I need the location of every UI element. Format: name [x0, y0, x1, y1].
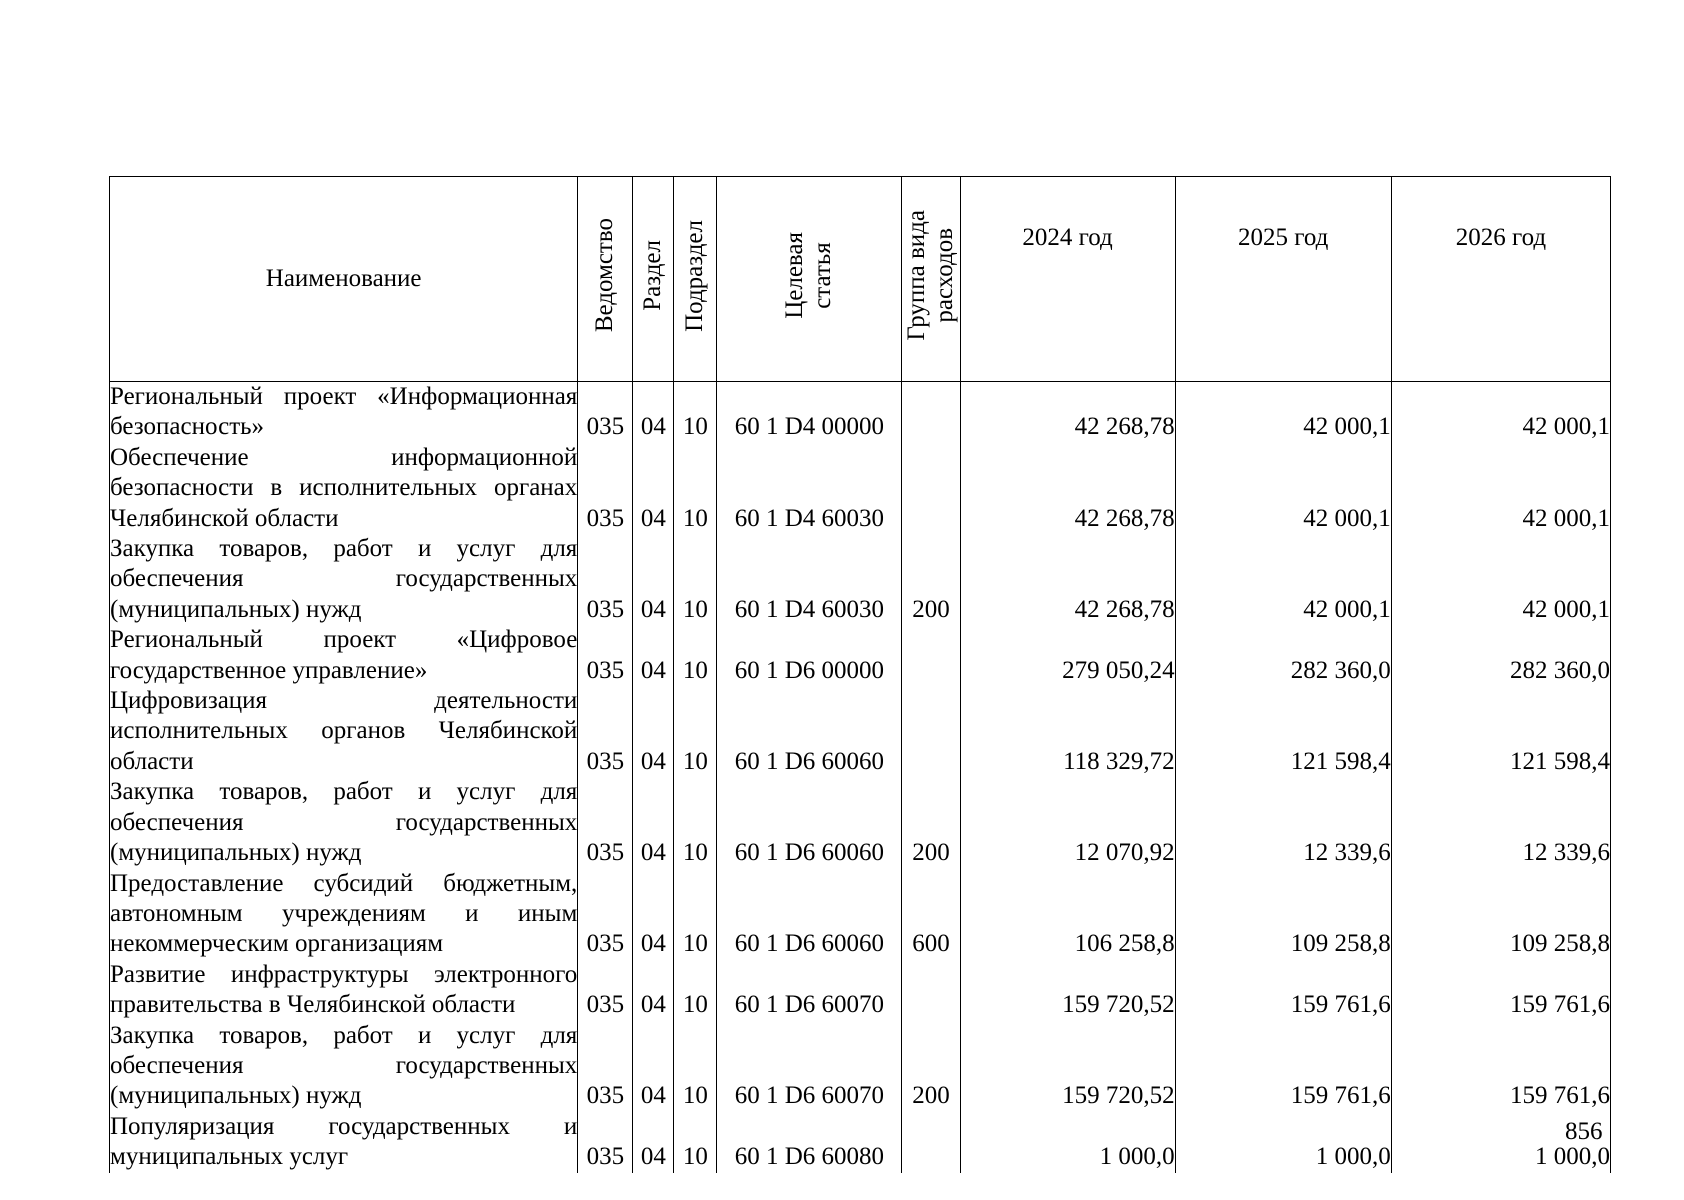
row-name: Цифровизация деятельности исполнительных органов Челябинской области	[110, 686, 578, 777]
row-vedomstvo: 035	[578, 443, 633, 534]
header-razdel	[633, 177, 674, 382]
row-target: 60 1 D6 00000	[717, 625, 902, 686]
table-row	[110, 777, 1611, 868]
row-group	[902, 686, 960, 777]
row-podrazdel: 10	[674, 777, 717, 868]
table-row	[110, 869, 1611, 960]
row-2025: 42 000,1	[1175, 443, 1391, 534]
row-2026: 109 258,8	[1391, 869, 1610, 960]
row-target: 60 1 D6 60060	[717, 686, 902, 777]
row-group: 200	[902, 534, 960, 625]
header-2024: 2024 год	[960, 177, 1175, 382]
row-razdel: 04	[633, 777, 674, 868]
row-2026: 42 000,1	[1391, 534, 1610, 625]
row-name: Региональный проект «Информационная безопасность»	[110, 382, 578, 443]
header-row	[110, 177, 1611, 382]
row-target: 60 1 D6 60060	[717, 869, 902, 960]
row-target: 60 1 D6 60080	[717, 1112, 902, 1173]
row-vedomstvo: 035	[578, 1021, 633, 1112]
row-2026: 42 000,1	[1391, 382, 1610, 443]
row-name: Региональный проект «Цифровое государственное управление»	[110, 625, 578, 686]
row-razdel: 04	[633, 382, 674, 443]
row-2024: 12 070,92	[960, 777, 1175, 868]
row-2025: 42 000,1	[1175, 534, 1391, 625]
row-2024: 106 258,8	[960, 869, 1175, 960]
row-name: Предоставление субсидий бюджетным, автономным учреждениям и иным некоммерческим организациям	[110, 869, 578, 960]
row-podrazdel: 10	[674, 625, 717, 686]
row-2024: 42 268,78	[960, 382, 1175, 443]
row-podrazdel: 10	[674, 534, 717, 625]
row-target: 60 1 D6 60070	[717, 960, 902, 1021]
header-group	[902, 177, 960, 382]
row-2026: 282 360,0	[1391, 625, 1610, 686]
row-name: Закупка товаров, работ и услуг для обеспечения государственных (муниципальных) нужд	[110, 777, 578, 868]
table-row	[110, 534, 1611, 625]
row-2026: 42 000,1	[1391, 443, 1610, 534]
header-group-line1: Группа вида	[902, 210, 930, 341]
row-group	[902, 1112, 960, 1173]
row-podrazdel: 10	[674, 869, 717, 960]
row-2024: 42 268,78	[960, 534, 1175, 625]
row-podrazdel: 10	[674, 686, 717, 777]
header-target-label	[781, 232, 837, 319]
row-podrazdel: 10	[674, 1112, 717, 1173]
row-group	[902, 625, 960, 686]
row-2025: 159 761,6	[1175, 960, 1391, 1021]
row-group: 200	[902, 1021, 960, 1112]
row-2024: 279 050,24	[960, 625, 1175, 686]
row-target: 60 1 D4 60030	[717, 443, 902, 534]
header-2026: 2026 год	[1391, 177, 1610, 382]
table-row	[110, 686, 1611, 777]
row-2025: 159 761,6	[1175, 1021, 1391, 1112]
row-group: 200	[902, 777, 960, 868]
header-razdel-label: Раздел	[639, 240, 667, 311]
header-vedomstvo	[578, 177, 633, 382]
row-razdel: 04	[633, 869, 674, 960]
row-vedomstvo: 035	[578, 869, 633, 960]
row-vedomstvo: 035	[578, 1112, 633, 1173]
row-podrazdel: 10	[674, 443, 717, 534]
header-vedomstvo-label: Ведомство	[591, 218, 619, 333]
row-razdel: 04	[633, 1021, 674, 1112]
table-row	[110, 625, 1611, 686]
row-vedomstvo: 035	[578, 625, 633, 686]
header-target-line2: статья	[809, 242, 837, 309]
row-2025: 109 258,8	[1175, 869, 1391, 960]
row-name: Закупка товаров, работ и услуг для обеспечения государственных (муниципальных) нужд	[110, 1021, 578, 1112]
row-2026: 1 000,0	[1391, 1112, 1610, 1173]
row-2024: 118 329,72	[960, 686, 1175, 777]
row-vedomstvo: 035	[578, 960, 633, 1021]
row-2024: 1 000,0	[960, 1112, 1175, 1173]
row-razdel: 04	[633, 686, 674, 777]
row-name: Обеспечение информационной безопасности в исполнительных органах Челябинской области	[110, 443, 578, 534]
table-row	[110, 382, 1611, 443]
table-row	[110, 960, 1611, 1021]
table-row	[110, 1112, 1611, 1173]
header-2025: 2025 год	[1175, 177, 1391, 382]
row-target: 60 1 D6 60060	[717, 777, 902, 868]
row-group	[902, 960, 960, 1021]
row-vedomstvo: 035	[578, 686, 633, 777]
row-name: Развитие инфраструктуры электронного правительства в Челябинской области	[110, 960, 578, 1021]
row-name: Популяризация государственных и муниципальных услуг	[110, 1112, 578, 1173]
row-2024: 42 268,78	[960, 443, 1175, 534]
row-vedomstvo: 035	[578, 777, 633, 868]
row-razdel: 04	[633, 443, 674, 534]
row-2024: 159 720,52	[960, 1021, 1175, 1112]
header-target-line1: Целевая	[781, 232, 809, 319]
table-row	[110, 443, 1611, 534]
header-podrazdel	[674, 177, 717, 382]
row-2026: 159 761,6	[1391, 1021, 1610, 1112]
row-name: Закупка товаров, работ и услуг для обеспечения государственных (муниципальных) нужд	[110, 534, 578, 625]
row-vedomstvo: 035	[578, 534, 633, 625]
row-podrazdel: 10	[674, 1021, 717, 1112]
row-2025: 42 000,1	[1175, 382, 1391, 443]
row-2026: 12 339,6	[1391, 777, 1610, 868]
header-group-line2: расходов	[930, 228, 958, 323]
row-target: 60 1 D4 60030	[717, 534, 902, 625]
header-target	[717, 177, 902, 382]
row-2025: 282 360,0	[1175, 625, 1391, 686]
row-razdel: 04	[633, 625, 674, 686]
row-razdel: 04	[633, 1112, 674, 1173]
header-name: Наименование	[110, 177, 578, 382]
row-group	[902, 443, 960, 534]
row-podrazdel: 10	[674, 960, 717, 1021]
table-row	[110, 1021, 1611, 1112]
row-2026: 121 598,4	[1391, 686, 1610, 777]
budget-table	[109, 176, 1611, 1173]
row-razdel: 04	[633, 960, 674, 1021]
row-target: 60 1 D4 00000	[717, 382, 902, 443]
header-group-label	[903, 210, 959, 341]
row-target: 60 1 D6 60070	[717, 1021, 902, 1112]
page-number: 856	[1565, 1118, 1603, 1145]
row-2024: 159 720,52	[960, 960, 1175, 1021]
row-2026: 159 761,6	[1391, 960, 1610, 1021]
row-group: 600	[902, 869, 960, 960]
row-2025: 1 000,0	[1175, 1112, 1391, 1173]
header-podrazdel-label: Подраздел	[681, 219, 709, 332]
row-razdel: 04	[633, 534, 674, 625]
row-2025: 12 339,6	[1175, 777, 1391, 868]
row-vedomstvo: 035	[578, 382, 633, 443]
row-podrazdel: 10	[674, 382, 717, 443]
row-2025: 121 598,4	[1175, 686, 1391, 777]
row-group	[902, 382, 960, 443]
